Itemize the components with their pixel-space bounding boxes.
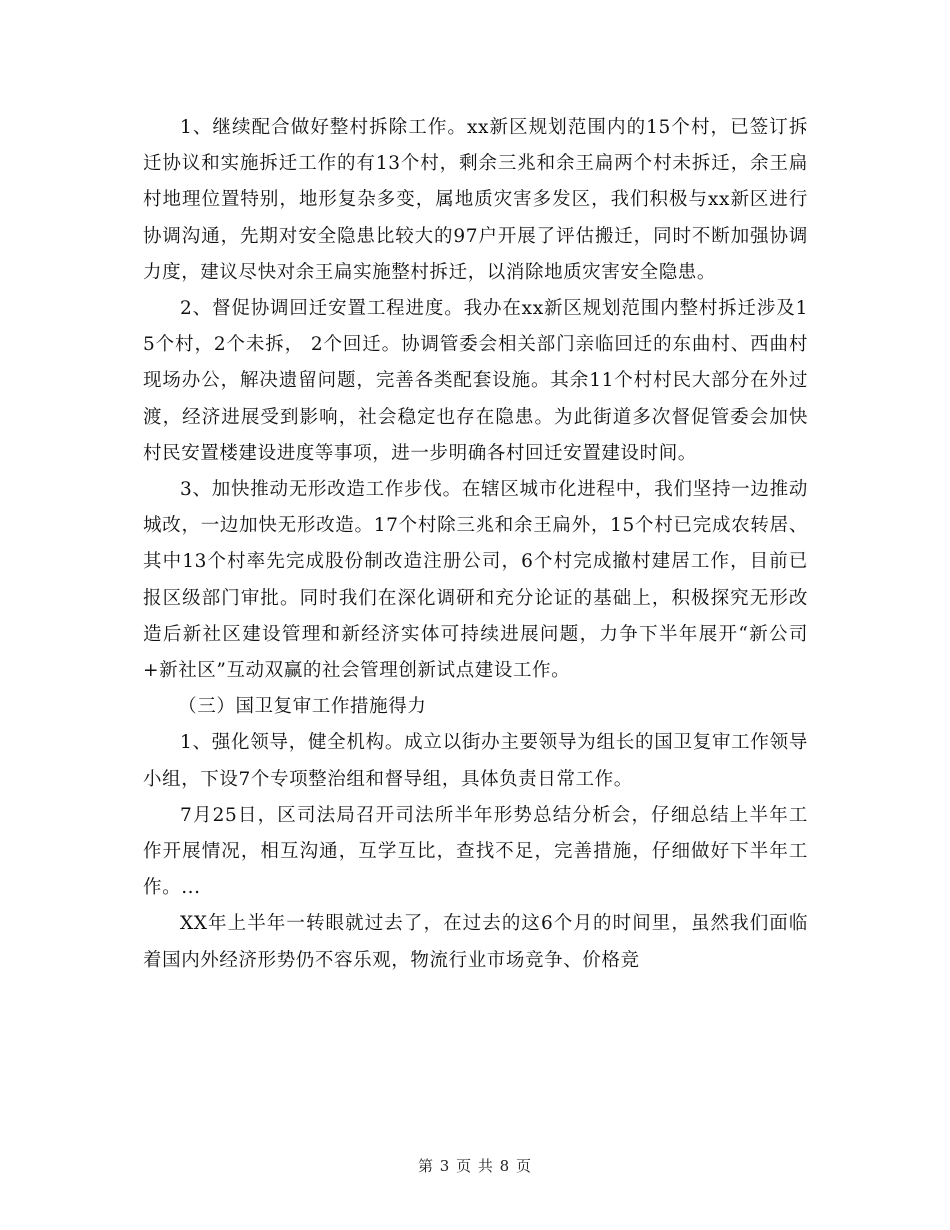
paragraph-meeting: 7月25日，区司法局召开司法所半年形势总结分析会，仔细总结上半年工作开展情况，相互沟通，互学互比，查找不足，完善措施，仔细做好下半年工作。... (143, 804, 808, 899)
paragraph-demolition: 1、继续配合做好整村拆除工作。xx新区规划范围内的15个村，已签订拆迁协议和实施拆迁工作的有13个村，剩余三兆和余王扁两个村未拆迁，余王扁村地理位置特别，地形复杂多变，属地质灾害多发区，我们积极与xx新区进行协调沟通，先期对安全隐患比较大的97户开展了评估搬迁，同时不断加强协调力度，建议尽快对余王扁实施整村拆迁，以消除地质灾害安全隐患。 (143, 117, 808, 283)
paragraph-leadership: 1、强化领导，健全机构。成立以街办主要领导为组长的国卫复审工作领导小组，下设7个专项整治组和督导组，具体负责日常工作。 (143, 732, 808, 790)
document-body (143, 110, 808, 979)
page-number-footer: 第 3 页 共 8 页 (418, 1157, 532, 1175)
paragraph-resettlement: 2、督促协调回迁安置工程进度。我办在xx新区规划范围内整村拆迁涉及15个村，2个未拆， 2个回迁。协调管委会相关部门亲临回迁的东曲村、西曲村现场办公，解决遗留问题，完善各类配套设施。其余11个村村民大部分在外过渡，经济进展受到影响，社会稳定也存在隐患。为此街道多次督促管委会加快村民安置楼建设进度等事项，进一步明确各村回迁安置建设时间。 (143, 298, 808, 464)
section-heading: （三）国卫复审工作措施得力 (178, 696, 427, 718)
paragraph-half-year: XX年上半年一转眼就过去了，在过去的这6个月的时间里，虽然我们面临着国内外经济形势仍不容乐观，物流行业市场竞争、价格竞 (143, 913, 808, 971)
paragraph-reform: 3、加快推动无形改造工作步伐。在辖区城市化进程中，我们坚持一边推动城改，一边加快无形改造。17个村除三兆和余王扁外，15个村已完成农转居、其中13个村率先完成股份制改造注册公司，6个村完成撤村建居工作，目前已报区级部门审批。同时我们在深化调研和充分论证的基础上，积极探究无形改造后新社区建设管理和新经济实体可持续进展问题，力争下半年展开“新公司+新社区”互动双赢的社会管理创新试点建设工作。 (143, 479, 808, 682)
